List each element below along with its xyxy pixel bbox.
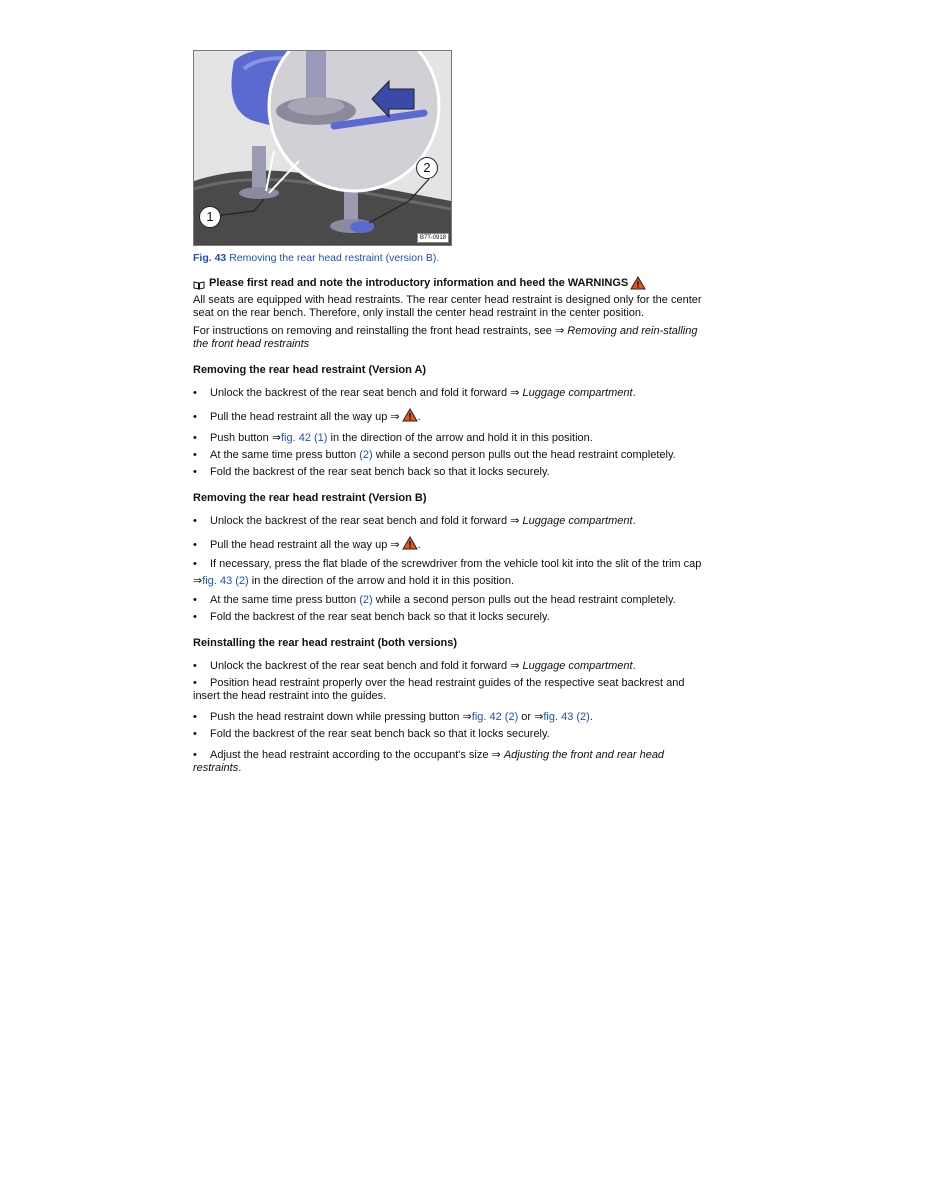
paragraph-front-text: For instructions on removing and reinstalling the front head restraints, see ⇒ <box>193 325 568 337</box>
luggage-compartment-reference[interactable]: Luggage compartment <box>522 387 633 399</box>
figure-caption <box>193 251 708 265</box>
callout-1: 1 <box>199 206 221 228</box>
figure-number: Fig. 43 <box>193 252 227 264</box>
callout-2: 2 <box>416 157 438 179</box>
fig-42-1-link[interactable]: fig. 42 (1) <box>280 432 328 444</box>
list-item: • Pull the head restraint all the way up ⇒ . <box>193 536 708 552</box>
intro-notice <box>193 275 708 291</box>
button-2-link[interactable]: (2) <box>359 449 373 461</box>
button-2-link[interactable]: (2) <box>359 594 373 606</box>
heading-version-a: Removing the rear head restraint (Version A) <box>193 364 427 376</box>
figure-43-illustration <box>193 50 452 246</box>
list-item: • Fold the backrest of the rear seat bench back so that it locks securely. <box>193 611 550 623</box>
figure-code: B7T-0918 <box>417 233 449 243</box>
list-item: • Push button ⇒fig. 42 (1) in the direction of the arrow and hold it in this position. <box>193 432 593 444</box>
head-restraint-drawing <box>194 51 451 245</box>
list-item: • Unlock the backrest of the rear seat bench and fold it forward ⇒ Luggage compartment. <box>193 660 636 672</box>
paragraph-head-restraints-info: All seats are equipped with head restraints. The rear center head restraint is designed only for the center seat on the rear bench. Therefore, only install the center head restraint in the center position. <box>193 294 702 319</box>
list-item: • At the same time press button (2) while a second person pulls out the head restraint completely. <box>193 449 676 461</box>
fig-43-2-link[interactable]: fig. 43 (2) <box>202 575 249 587</box>
list-item: • Fold the backrest of the rear seat bench back so that it locks securely. <box>193 728 550 740</box>
list-item: • If necessary, press the flat blade of the screwdriver from the vehicle tool kit into the slit of the trim cap ⇒fig. 43 (2) in the direction of the arrow and hold it in this position. <box>193 558 702 587</box>
version-a-steps <box>193 387 708 479</box>
warning-triangle-icon[interactable] <box>402 536 418 550</box>
warning-triangle-icon[interactable] <box>630 276 646 290</box>
list-item: • At the same time press button (2) while a second person pulls out the head restraint completely. <box>193 594 676 606</box>
list-item: • Pull the head restraint all the way up ⇒ . <box>193 408 708 424</box>
fig-43-2-link[interactable]: fig. 43 (2) <box>543 711 590 723</box>
luggage-compartment-reference[interactable]: Luggage compartment <box>522 515 633 527</box>
list-item: • Adjust the head restraint according to the occupant's size ⇒ Adjusting the front and rear head restraints. <box>193 749 665 774</box>
manual-page <box>193 50 708 779</box>
figure-caption-text: Removing the rear head restraint (version B). <box>229 252 440 264</box>
heading-reinstall: Reinstalling the rear head restraint (both versions) <box>193 637 458 649</box>
version-b-steps <box>193 515 708 624</box>
list-item: • Push the head restraint down while pressing button ⇒fig. 42 (2) or ⇒fig. 43 (2). <box>193 711 593 723</box>
front-restraints-reference[interactable]: Removing and rein-stalling the front head restraints <box>193 325 698 350</box>
heading-version-b: Removing the rear head restraint (Version B) <box>193 492 427 504</box>
intro-text: Please first read and note the introductory information and heed the WARNINGS <box>209 277 629 289</box>
list-item: • Position head restraint properly over the head restraint guides of the respective seat backrest and insert the head restraint into the guides. <box>193 677 685 702</box>
book-icon <box>193 279 205 288</box>
luggage-compartment-reference[interactable]: Luggage compartment <box>522 660 633 672</box>
fig-42-2-link[interactable]: fig. 42 (2) <box>471 711 519 723</box>
warning-triangle-icon[interactable] <box>402 408 418 422</box>
list-item: • Fold the backrest of the rear seat bench back so that it locks securely. <box>193 466 550 478</box>
adjusting-restraints-reference[interactable]: Adjusting the front and rear head restraints <box>193 749 665 774</box>
list-item: • Unlock the backrest of the rear seat bench and fold it forward ⇒ Luggage compartment. <box>193 387 636 399</box>
list-item: • Unlock the backrest of the rear seat bench and fold it forward ⇒ Luggage compartment. <box>193 515 636 527</box>
reinstall-steps <box>193 660 708 775</box>
paragraph-front-instructions <box>193 325 708 351</box>
